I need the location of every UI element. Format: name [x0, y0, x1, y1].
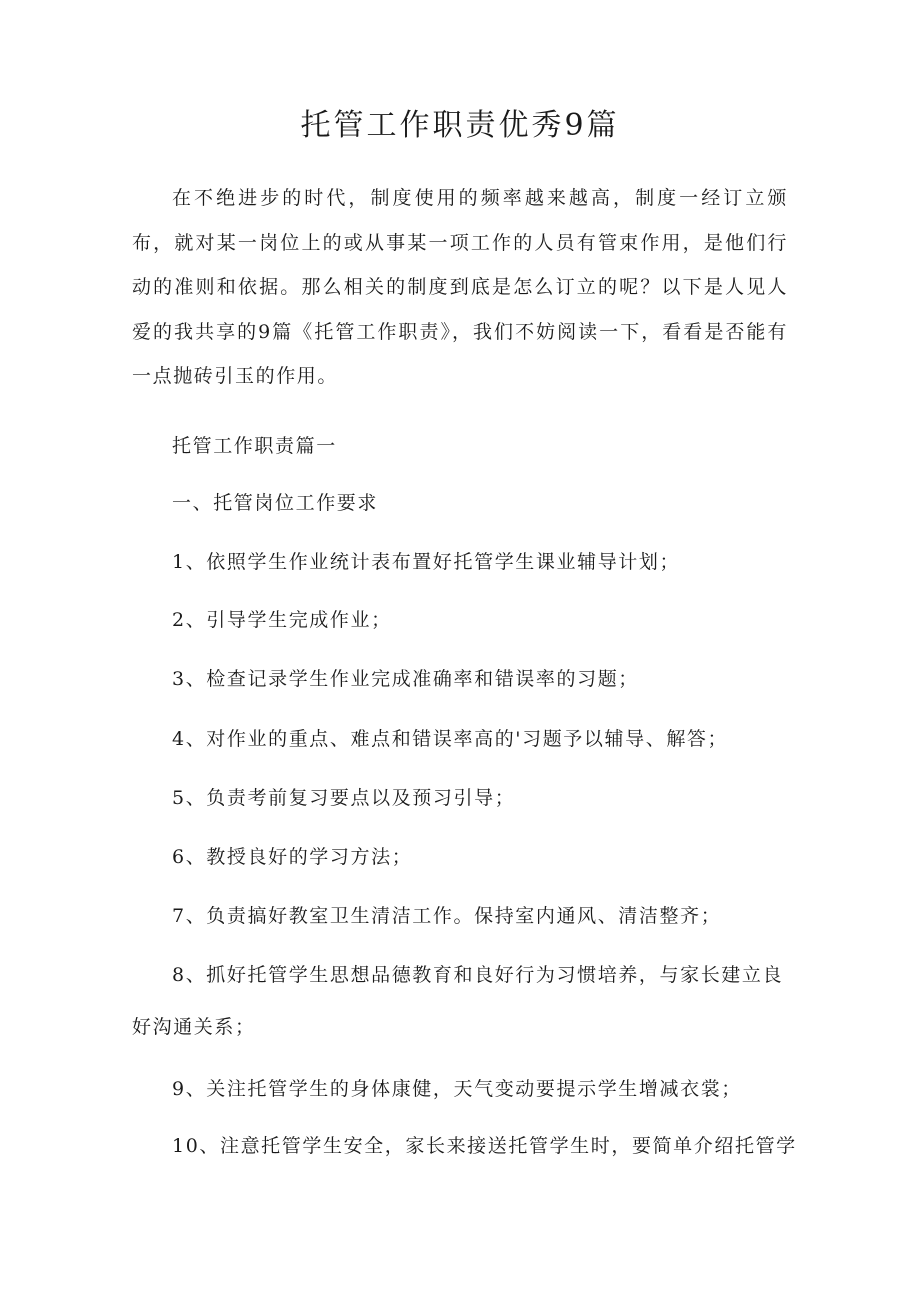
list-item: 10、注意托管学生安全，家长来接送托管学生时，要简单介绍托管学	[172, 1135, 797, 1157]
subheading: 一、托管岗位工作要求	[172, 492, 379, 514]
list-item: 6、教授良好的学习方法；	[172, 846, 413, 868]
list-item-continuation: 好沟通关系；	[132, 1016, 256, 1038]
list-item: 3、检查记录学生作业完成准确率和错误率的习题；	[172, 668, 639, 690]
document-title: 托管工作职责优秀9篇	[300, 108, 620, 143]
list-item: 4、对作业的重点、难点和错误率高的'习题予以辅导、解答；	[172, 728, 729, 750]
list-item: 2、引导学生完成作业；	[172, 609, 392, 631]
list-item: 5、负责考前复习要点以及预习引导；	[172, 787, 516, 809]
section-heading: 托管工作职责篇一	[172, 435, 337, 457]
list-item: 7、负责搞好教室卫生清洁工作。保持室内通风、清洁整齐；	[172, 905, 722, 927]
list-item: 1、依照学生作业统计表布置好托管学生课业辅导计划；	[172, 551, 681, 573]
list-item: 8、抓好托管学生思想品德教育和良好行为习惯培养，与家长建立良	[172, 964, 784, 986]
intro-paragraph: 在不绝进步的时代，制度使用的频率越来越高，制度一经订立颁布，就对某一岗位上的或从事某一项工作的人员有管束作用，是他们行动的准则和依据。那么相关的制度到底是怎么订立的呢？以下是人见人爱的我共享的9篇《托管工作职责》，我们不妨阅读一下，看看是否能有一点抛砖引玉的作用。	[132, 187, 788, 388]
list-item: 9、关注托管学生的身体康健，天气变动要提示学生增减衣裳；	[172, 1078, 742, 1100]
